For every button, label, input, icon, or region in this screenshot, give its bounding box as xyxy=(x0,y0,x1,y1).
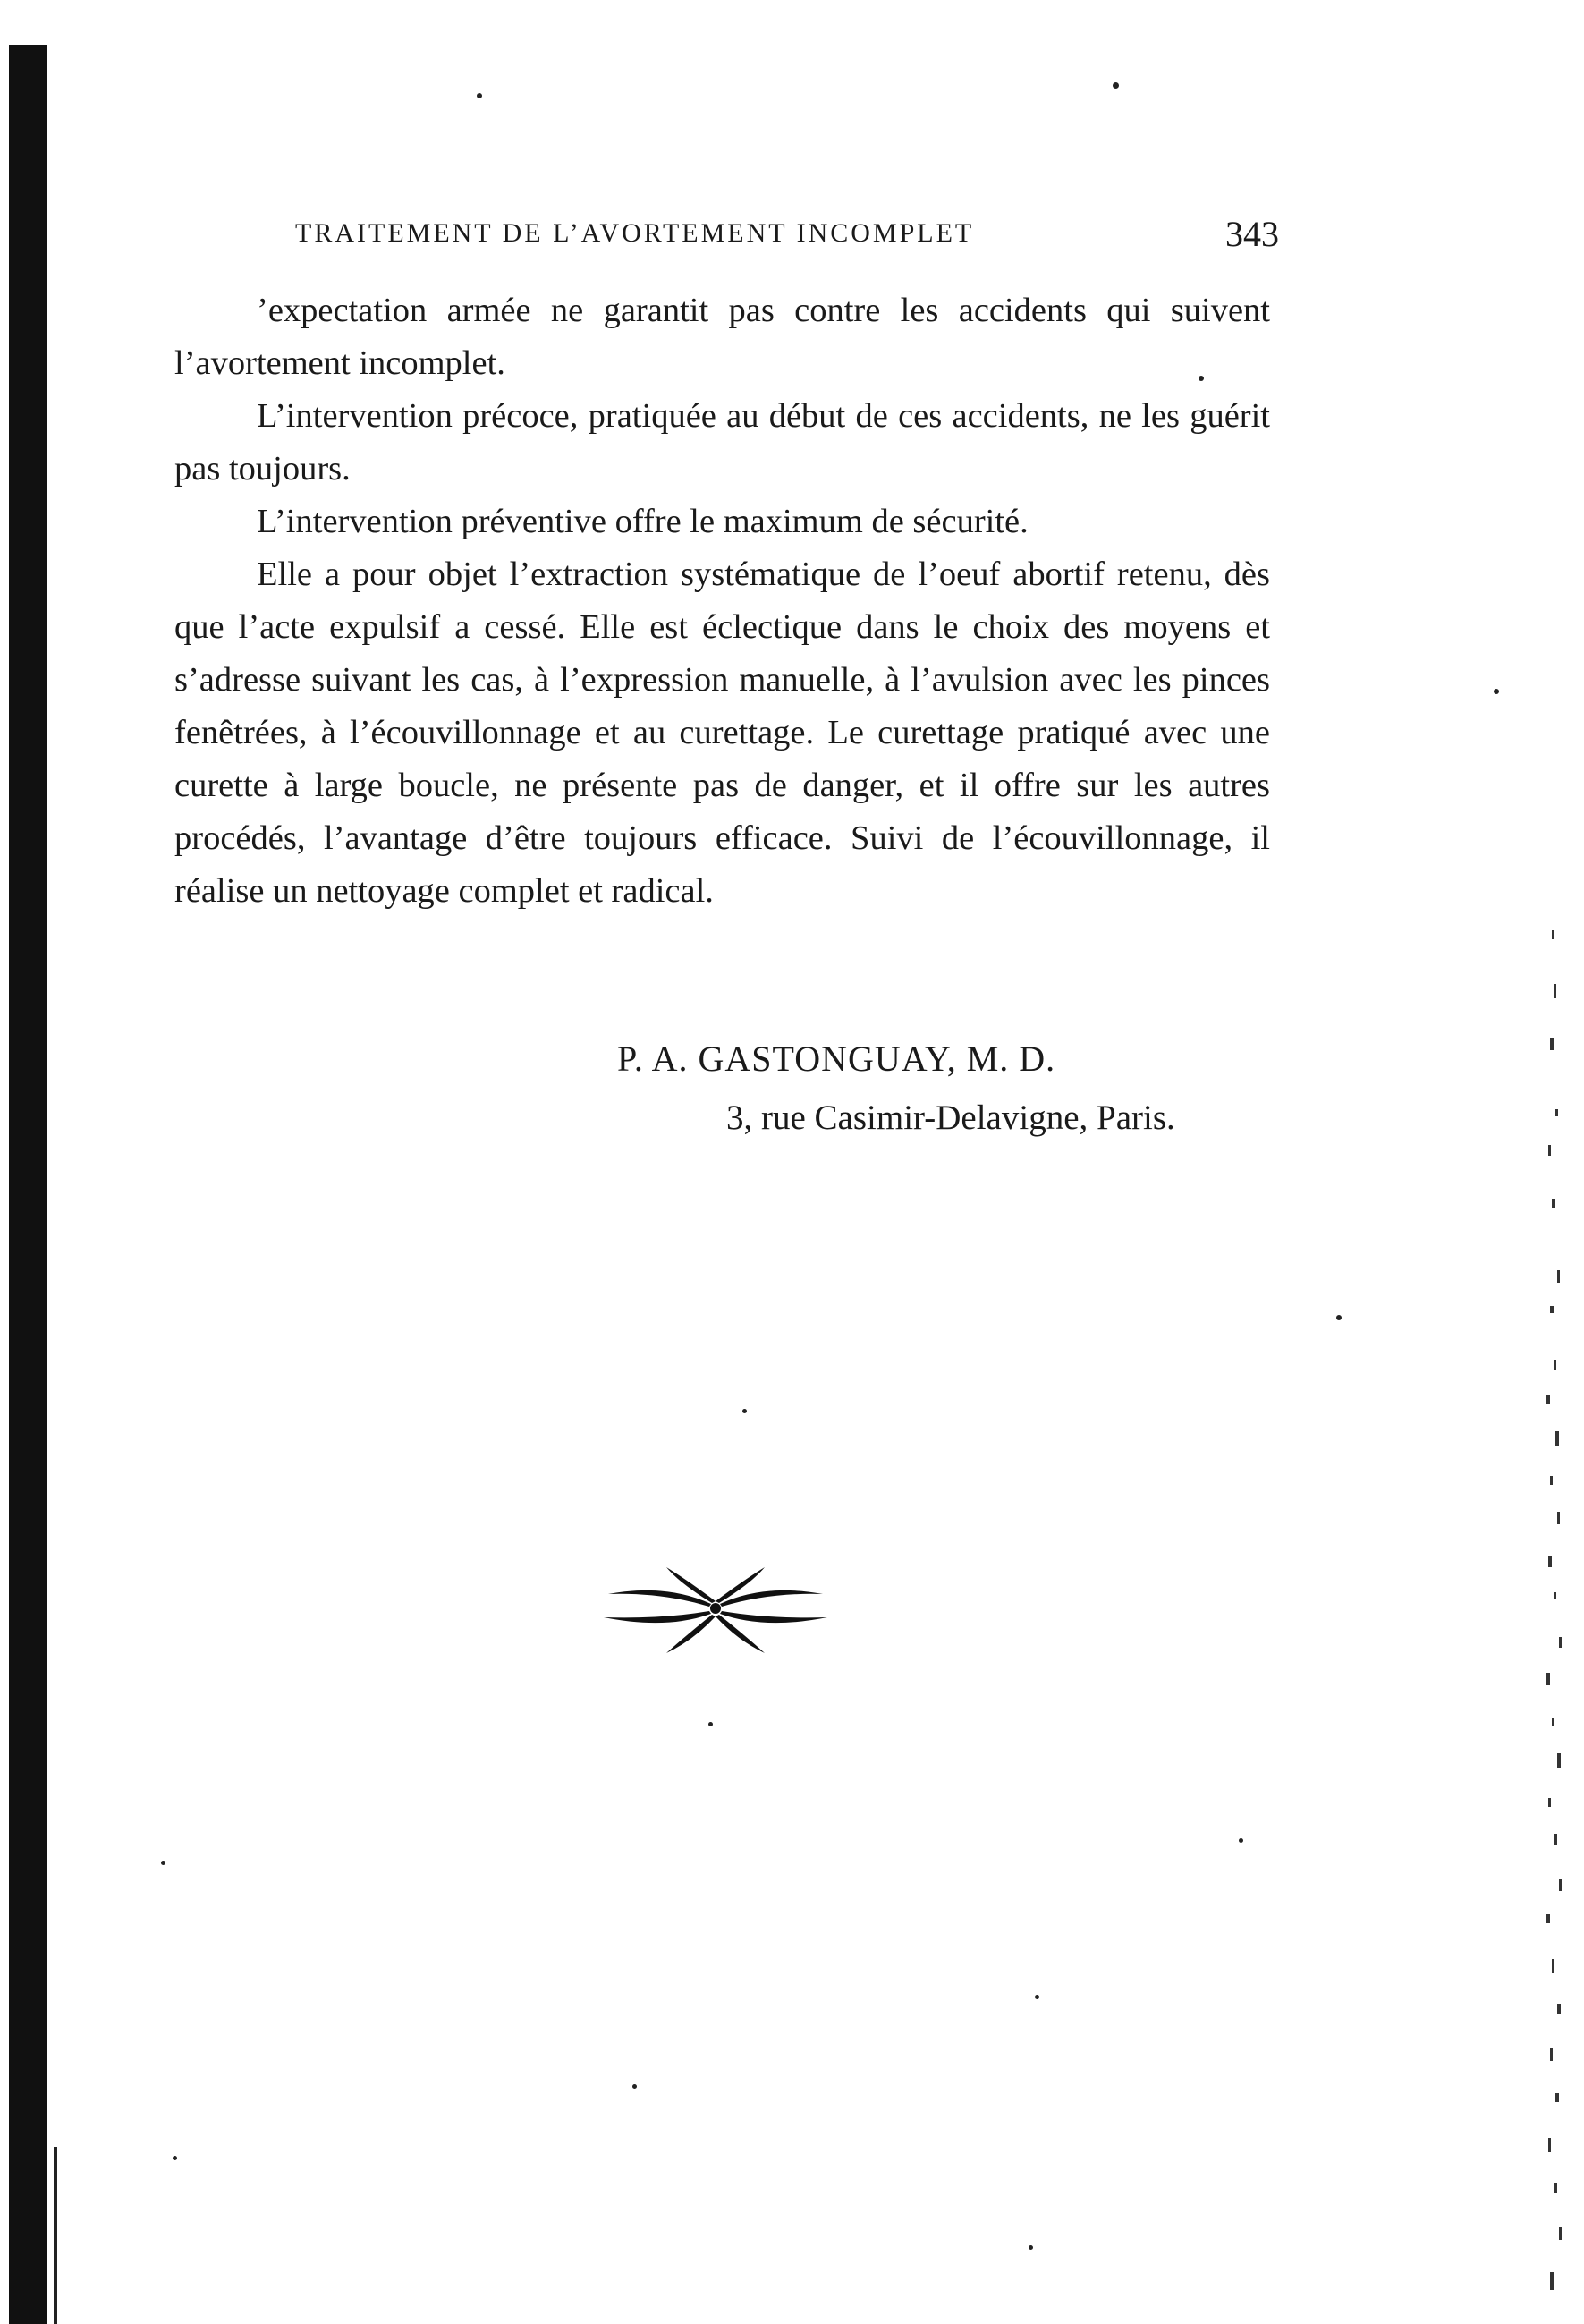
fleuron-ornament-icon xyxy=(581,1548,850,1664)
book-spine-shadow xyxy=(9,45,47,2324)
paragraph-2: L’intervention précoce, pratiquée au début de ces accidents, ne les guérit pas toujours. xyxy=(174,397,1270,488)
paper-speck xyxy=(1029,2245,1033,2250)
paper-speck xyxy=(1336,1315,1342,1320)
author-address: 3, rue Casimir-Delavigne, Paris. xyxy=(726,1098,1175,1137)
book-spine-edge xyxy=(54,2147,57,2324)
paragraph-4: Elle a pour objet l’extraction systématique de l’oeuf abortif retenu, dès que l’acte expulsif a cessé. Elle est éclectique dans le choix des moyens et s’adresse suivant les cas, à l’expression manuelle, à l’avulsion avec les pinces fenêtrées, à l’écouvillonnage et au curettage. Le curettage pratiqué avec une curette à large boucle, ne présente pas de danger, et il offre sur les autres procédés, l’avantage d’être toujours efficace. Suivi de l’écouvillonnage, il réalise un nettoyage complet et radical. xyxy=(174,556,1270,910)
paper-speck xyxy=(1239,1838,1243,1843)
page-number: 343 xyxy=(1225,214,1279,254)
running-title: TRAITEMENT DE L’AVORTEMENT INCOMPLET xyxy=(295,218,975,248)
paper-speck xyxy=(1113,82,1119,89)
page-edge-noise xyxy=(1534,930,1579,2308)
paper-speck xyxy=(708,1722,713,1726)
page-header xyxy=(295,213,1279,267)
paper-speck xyxy=(632,2084,637,2089)
paper-speck xyxy=(161,1861,165,1865)
paper-speck xyxy=(173,2156,177,2160)
paper-speck xyxy=(742,1409,747,1413)
paper-speck xyxy=(1199,376,1204,381)
author-signature: P. A. GASTONGUAY, M. D. xyxy=(617,1039,1056,1079)
paper-speck xyxy=(477,93,482,98)
body-text xyxy=(174,284,1270,918)
paragraph-3: L’intervention préventive offre le maximum de sécurité. xyxy=(257,503,1029,540)
paragraph-1: ’expectation armée ne garantit pas contre les accidents qui suivent l’avortement incomplet. xyxy=(174,292,1270,382)
paper-speck xyxy=(1035,1995,1039,1999)
paper-speck xyxy=(1494,689,1499,694)
